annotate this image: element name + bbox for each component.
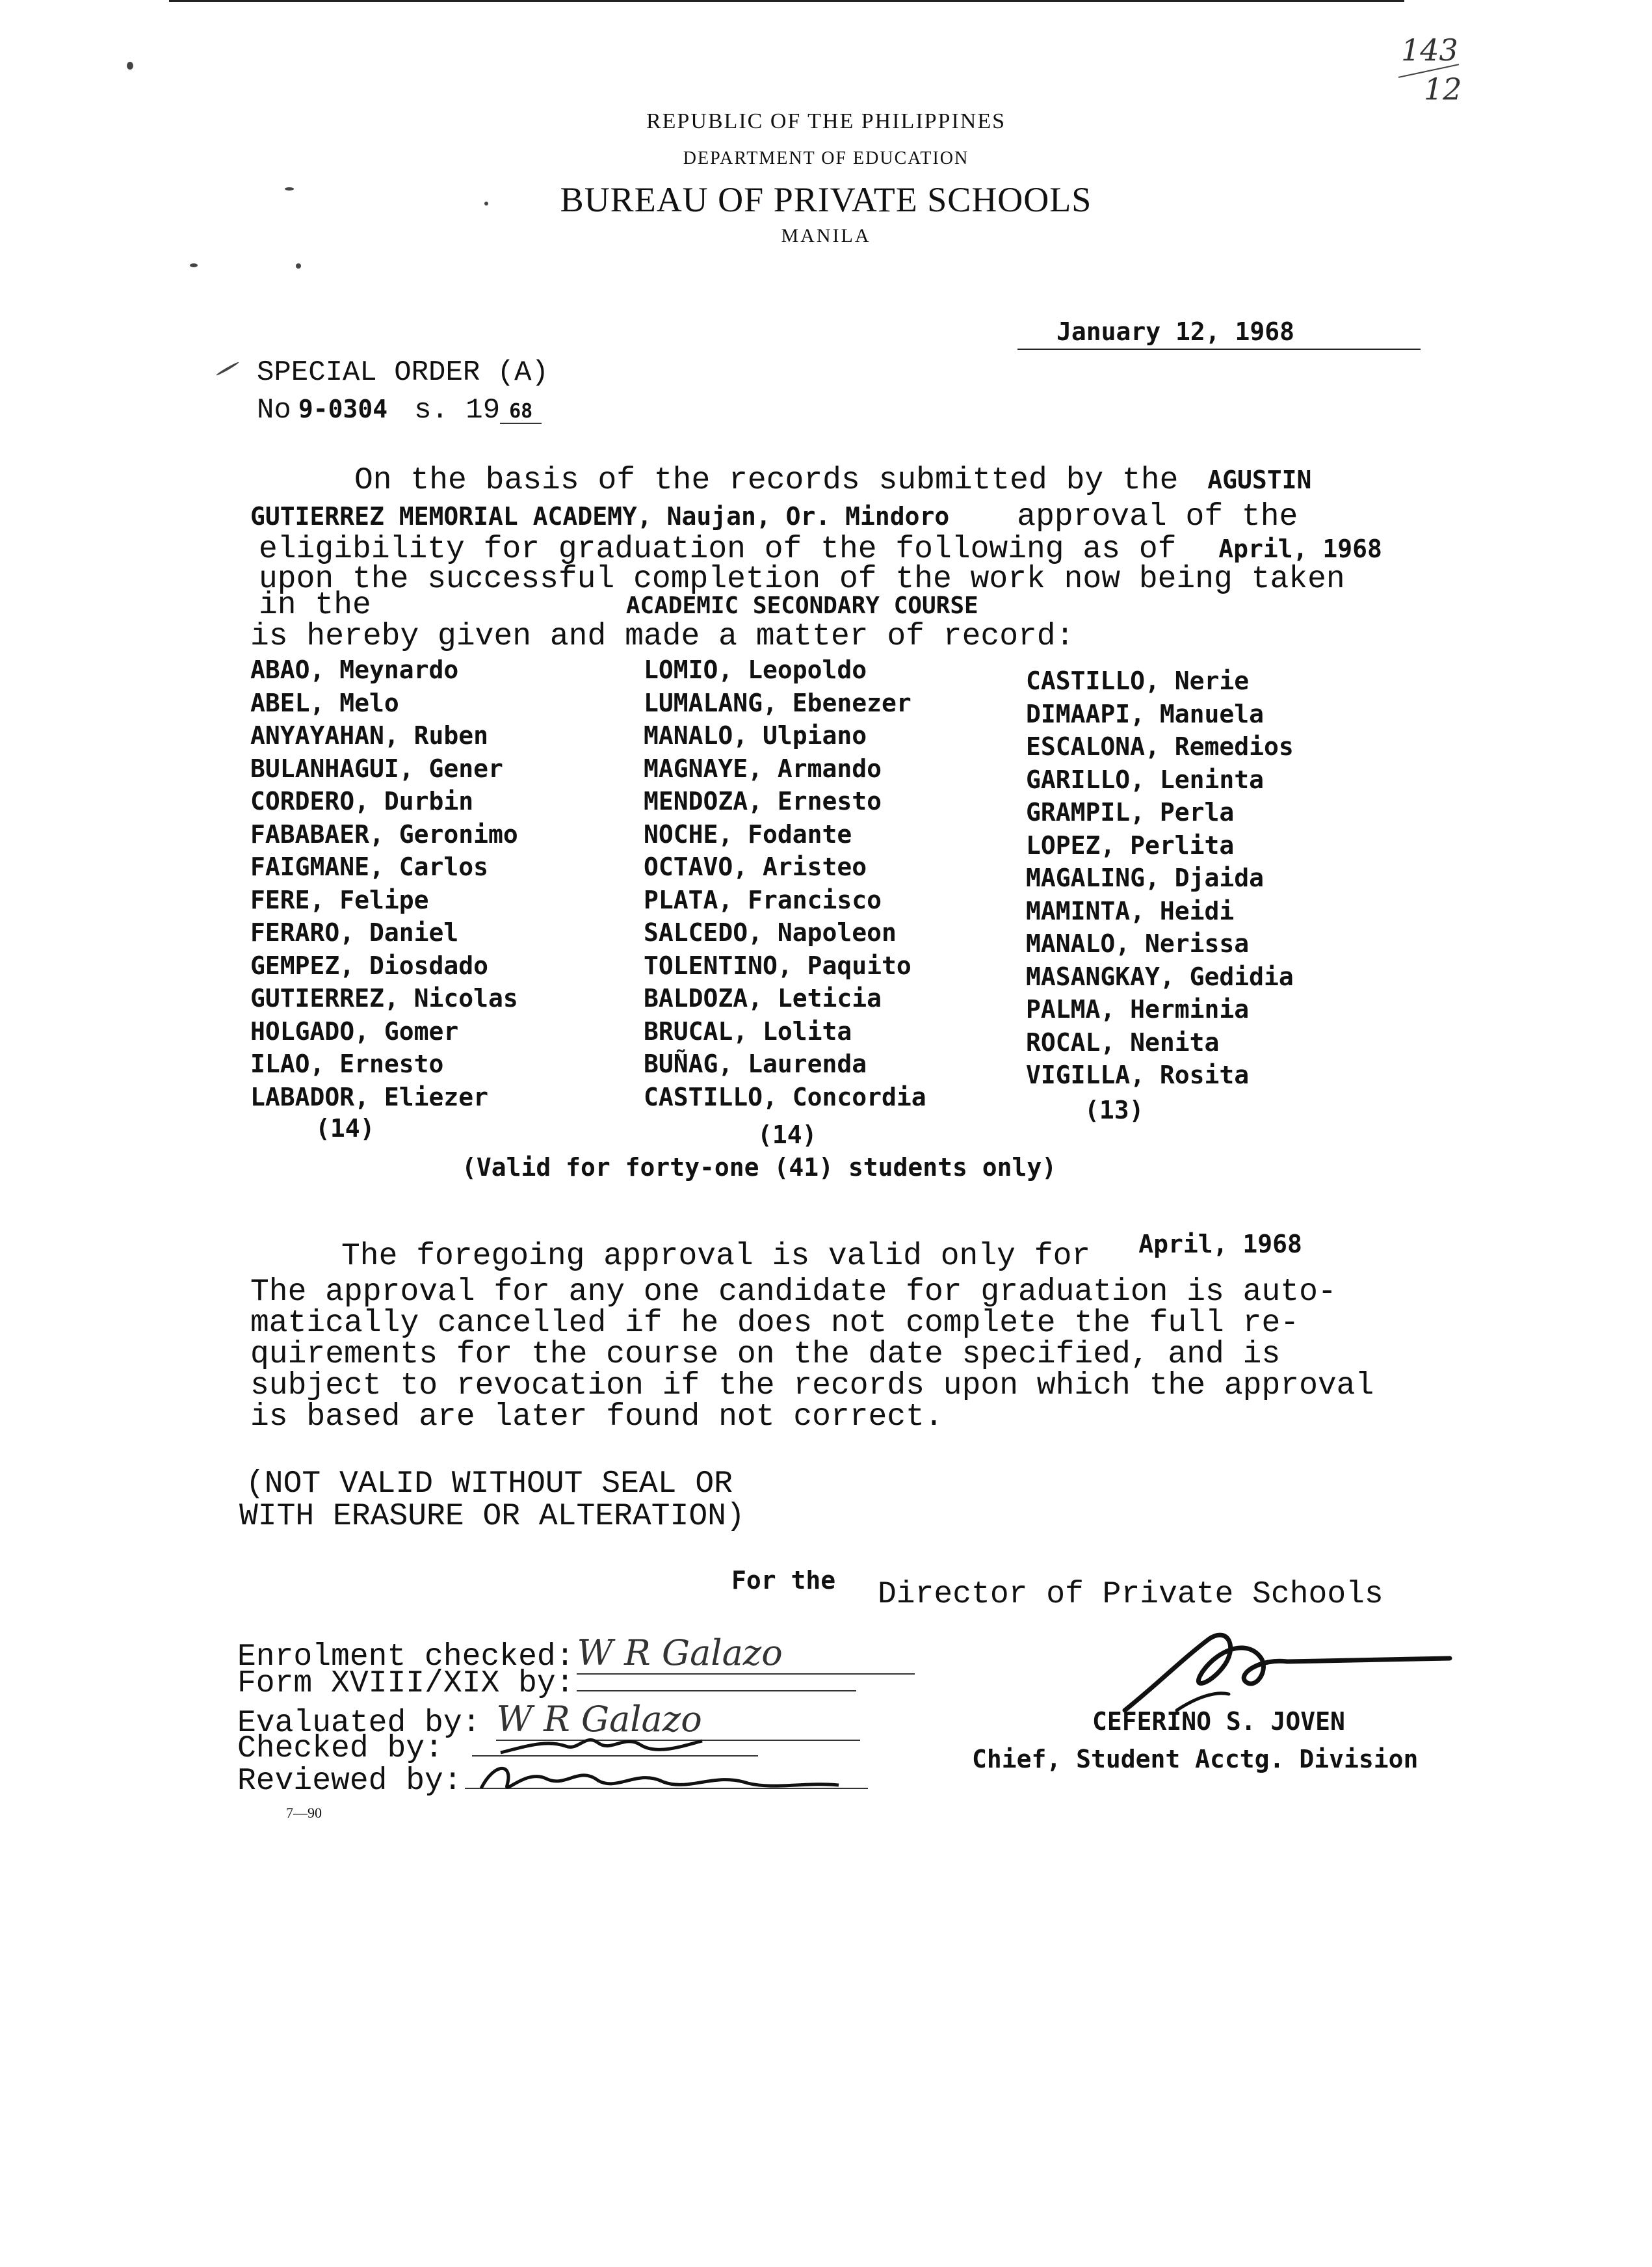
student-name: MANALO, Ulpiano	[644, 721, 867, 750]
speck-mark	[484, 202, 488, 205]
student-name: LOPEZ, Perlita	[1026, 830, 1235, 860]
header-bureau: BUREAU OF PRIVATE SCHOOLS	[560, 180, 1092, 219]
student-name: LOMIO, Leopoldo	[644, 656, 867, 684]
approval-line-2: The approval for any one candidate for graduation is auto-	[250, 1275, 1337, 1310]
signatory-name: CEFERINO S. JOVEN	[1092, 1707, 1345, 1736]
student-column-1	[250, 654, 518, 1113]
student-name: GEMPEZ, Diosdado	[250, 951, 489, 980]
notice-line-1: (NOT VALID WITHOUT SEAL OR	[246, 1466, 733, 1502]
count-column-2: (14)	[757, 1120, 817, 1149]
evaluated-by-label: Evaluated by:	[237, 1706, 481, 1741]
intro-line-5	[259, 588, 978, 623]
order-number-prefix: No	[257, 394, 291, 427]
student-name: BRUCAL, Lolita	[644, 1016, 852, 1046]
graduation-month: April, 1968	[1218, 535, 1382, 563]
form-by-line	[577, 1690, 856, 1691]
intro-line-5-text: in the	[259, 588, 371, 623]
form-code: 7—90	[286, 1805, 322, 1821]
approval-line-3: matically cancelled if he does not complete the full re-	[250, 1306, 1300, 1341]
signatory-position: Chief, Student Acctg. Division	[972, 1745, 1419, 1773]
notice-line-2: WITH ERASURE OR ALTERATION)	[239, 1499, 745, 1534]
school-name-part-2: GUTIERREZ MEMORIAL ACADEMY, Naujan, Or. Mindoro	[250, 502, 950, 531]
student-name: BULANHAGUI, Gener	[250, 754, 503, 783]
speck-mark	[190, 263, 198, 267]
student-name: GARILLO, Leninta	[1026, 765, 1265, 794]
approval-line-1-text: The foregoing approval is valid only for	[341, 1239, 1091, 1274]
header-city: MANILA	[781, 225, 871, 246]
student-name: LUMALANG, Ebenezer	[644, 688, 911, 717]
reviewed-by-label: Reviewed by:	[237, 1764, 462, 1799]
student-name: FAIGMANE, Carlos	[250, 853, 489, 881]
valid-students-note: (Valid for forty-one (41) students only)	[462, 1153, 1057, 1182]
intro-line-6: is hereby given and made a matter of record:	[250, 619, 1075, 654]
student-name: MAGALING, Djaida	[1026, 864, 1265, 892]
student-column-3	[1026, 665, 1294, 1092]
page-number-top: 143	[1401, 33, 1458, 68]
intro-line-2-text: approval of the	[1017, 499, 1298, 535]
student-name: GRAMPIL, Perla	[1026, 798, 1235, 827]
order-title: SPECIAL ORDER (A)	[257, 356, 549, 389]
student-name: DIMAAPI, Manuela	[1026, 699, 1265, 728]
student-name: ABAO, Meynardo	[250, 656, 459, 684]
student-name: SALCEDO, Napoleon	[644, 918, 897, 947]
checked-by-label: Checked by:	[237, 1731, 443, 1766]
student-name: VIGILLA, Rosita	[1026, 1061, 1250, 1089]
intro-line-1-text: On the basis of the records submitted by the	[354, 463, 1179, 498]
document-date: January 12, 1968	[1017, 317, 1421, 350]
student-name: PALMA, Herminia	[1026, 995, 1250, 1024]
student-name: ESCALONA, Remedios	[1026, 732, 1294, 761]
order-series: 68	[500, 400, 542, 424]
student-name: FABABAER, Geronimo	[250, 819, 518, 849]
approval-line-1	[341, 1230, 1302, 1274]
student-name: ROCAL, Nenita	[1026, 1027, 1220, 1057]
order-number-line	[257, 391, 542, 427]
student-name: CORDERO, Durbin	[250, 787, 474, 815]
form-by-row	[237, 1666, 856, 1701]
student-name: HOLGADO, Gomer	[250, 1016, 459, 1046]
approval-month: April, 1968	[1138, 1230, 1302, 1258]
header-republic: REPUBLIC OF THE PHILIPPINES	[646, 109, 1006, 133]
student-name: NOCHE, Fodante	[644, 819, 852, 849]
speck-mark	[216, 361, 240, 376]
intro-line-4: upon the successful completion of the work now being taken	[259, 562, 1345, 597]
reviewed-by-signature	[468, 1756, 845, 1801]
student-name: BALDOZA, Leticia	[644, 984, 882, 1013]
order-number: 9-0304	[298, 395, 388, 423]
student-name: MENDOZA, Ernesto	[644, 787, 882, 815]
speck-mark	[127, 62, 133, 70]
student-name: MANALO, Nerissa	[1026, 929, 1250, 958]
course-name: ACADEMIC SECONDARY COURSE	[625, 592, 978, 619]
speck-mark	[285, 187, 294, 191]
page-number-bottom: 12	[1424, 72, 1462, 107]
student-name: MASANGKAY, Gedidia	[1026, 962, 1294, 991]
enrolment-checked-label: Enrolment checked:	[237, 1639, 575, 1675]
count-column-3: (13)	[1084, 1096, 1144, 1124]
student-name: MAGNAYE, Armando	[644, 754, 882, 783]
approval-line-5: subject to revocation if the records upon which the approval	[250, 1368, 1374, 1403]
school-name-part-1: AGUSTIN	[1207, 466, 1312, 494]
for-the-label: For the	[731, 1566, 836, 1595]
student-name: CASTILLO, Nerie	[1026, 667, 1250, 695]
student-name: FERE, Felipe	[250, 885, 429, 914]
top-border-line	[169, 0, 1404, 2]
student-name: GUTIERREZ, Nicolas	[250, 984, 518, 1013]
student-name: ABEL, Melo	[250, 688, 399, 717]
student-name: LABADOR, Eliezer	[250, 1082, 489, 1111]
approval-line-6: is based are later found not correct.	[250, 1399, 943, 1435]
enrolment-checked-signature: W R Galazo	[577, 1632, 915, 1675]
student-name: PLATA, Francisco	[644, 885, 882, 914]
speck-mark	[296, 263, 301, 269]
header-department: DEPARTMENT OF EDUCATION	[683, 148, 969, 168]
count-column-1: (14)	[315, 1114, 375, 1143]
intro-line-3-text: eligibility for graduation of the following as of	[259, 532, 1177, 567]
student-name: MAMINTA, Heidi	[1026, 896, 1235, 925]
form-by-label: Form XVIII/XIX by:	[237, 1666, 575, 1701]
intro-line-2	[250, 499, 1298, 535]
student-name: ANYAYAHAN, Ruben	[250, 721, 489, 750]
order-series-prefix: s. 19	[414, 394, 501, 427]
student-name: TOLENTINO, Paquito	[644, 951, 911, 980]
student-name: OCTAVO, Aristeo	[644, 853, 867, 881]
student-name: ILAO, Ernesto	[250, 1050, 444, 1078]
approval-line-4: quirements for the course on the date specified, and is	[250, 1337, 1281, 1372]
student-name: BUÑAG, Laurenda	[644, 1050, 867, 1078]
student-name: FERARO, Daniel	[250, 918, 459, 947]
intro-line-1	[354, 463, 1311, 498]
evaluated-by-signature: W R Galazo	[496, 1699, 860, 1741]
director-title: Director of Private Schools	[878, 1577, 1383, 1612]
student-column-2	[644, 654, 926, 1113]
student-name: CASTILLO, Concordia	[644, 1082, 926, 1111]
